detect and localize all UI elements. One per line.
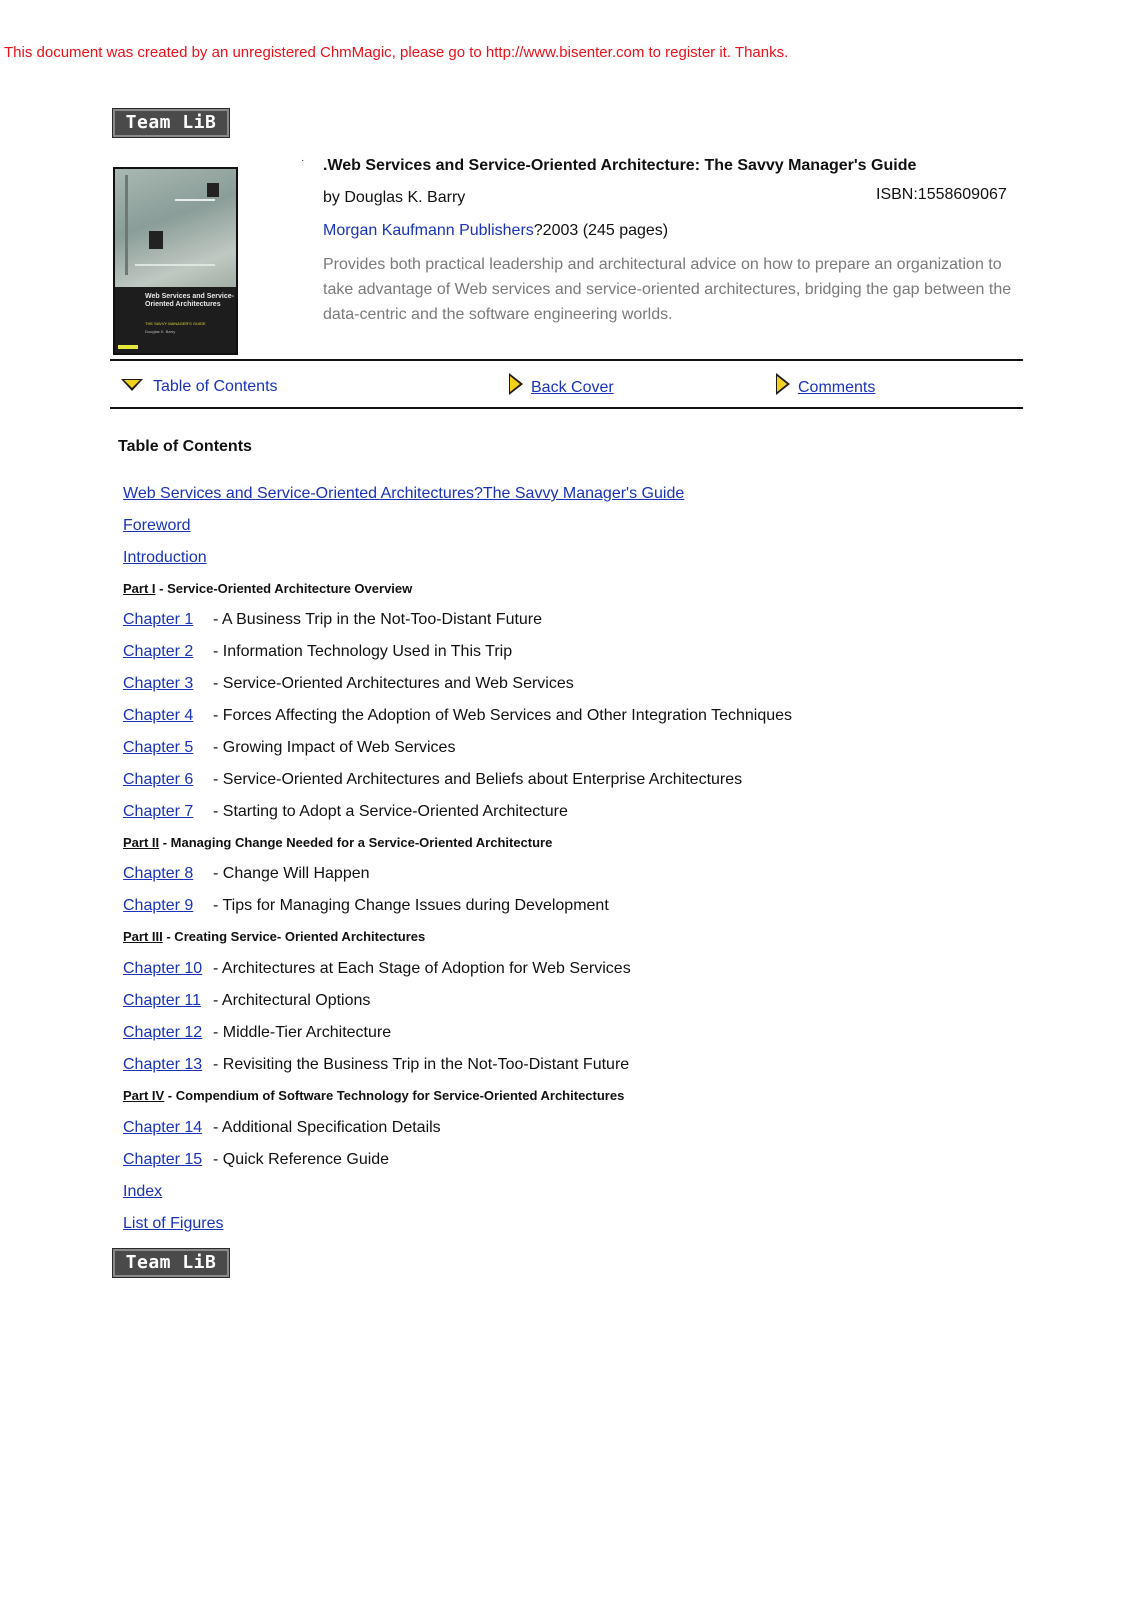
- divider-bottom: [110, 407, 1023, 409]
- nav-back-cover[interactable]: [509, 373, 614, 395]
- chapter-title: - Additional Specification Details: [213, 1119, 441, 1136]
- chapter-title: - Change Will Happen: [213, 865, 370, 882]
- chapter-title: - Tips for Managing Change Issues during Development: [213, 897, 609, 914]
- book-cover-image: [113, 167, 238, 355]
- chapter-link[interactable]: Chapter 14: [123, 1119, 203, 1136]
- comments-link[interactable]: Comments: [798, 379, 876, 396]
- nav-comments[interactable]: [776, 373, 875, 395]
- part-label[interactable]: Part I: [123, 581, 156, 596]
- chapter-title: - Architectures at Each Stage of Adoption for Web Services: [213, 960, 631, 977]
- toc-chapter-15: [123, 1151, 389, 1169]
- chapter-title: - Service-Oriented Architectures and Beliefs about Enterprise Architectures: [213, 771, 743, 788]
- chapter-title: - Growing Impact of Web Services: [213, 739, 456, 756]
- toc-chapter-10: [123, 960, 631, 978]
- toc-chapter-9: [123, 897, 609, 915]
- toc-link[interactable]: List of Figures: [123, 1215, 224, 1232]
- book-isbn: ISBN:1558609067: [876, 186, 1007, 203]
- toc-link-introduction[interactable]: [123, 549, 207, 567]
- nav-toc-label: Table of Contents: [153, 378, 278, 395]
- book-author: by Douglas K. Barry: [323, 189, 466, 206]
- toc-chapter-4: [123, 707, 792, 725]
- chapter-title: - Architectural Options: [213, 992, 371, 1009]
- chapter-link[interactable]: Chapter 1: [123, 611, 194, 628]
- part-label[interactable]: Part IV: [123, 1088, 165, 1103]
- book-description: Provides both practical leadership and architectural advice on how to prepare an organization to take advantage of Web services and service-oriented architectures, bridging the gap between the data-centric and the software engineering worlds.: [323, 256, 1012, 323]
- toc-heading: Table of Contents: [118, 438, 252, 455]
- cover-subtitle: THE SAVVY MANAGER'S GUIDE: [145, 321, 206, 326]
- watermark-text: This document was created by an unregistered ChmMagic, please go to http://www.bisenter.com to register it. Thanks.: [4, 44, 789, 61]
- nav-table-of-contents: [121, 378, 278, 396]
- part-title: - Creating Service- Oriented Architectures: [162, 929, 426, 944]
- triangle-right-icon[interactable]: [509, 373, 523, 395]
- toc-part-2: [123, 835, 552, 850]
- chapter-link[interactable]: Chapter 8: [123, 865, 194, 882]
- back-cover-link[interactable]: Back Cover: [531, 379, 614, 396]
- book-title: .Web Services and Service-Oriented Architecture: The Savvy Manager's Guide: [323, 157, 917, 174]
- toc-link-index[interactable]: [123, 1183, 162, 1201]
- chapter-link[interactable]: Chapter 2: [123, 643, 194, 660]
- chapter-title: - A Business Trip in the Not-Too-Distant Future: [213, 611, 543, 628]
- toc-chapter-5: [123, 739, 455, 757]
- toc-link-foreword[interactable]: [123, 517, 191, 535]
- chapter-title: - Service-Oriented Architectures and Web Services: [213, 675, 574, 692]
- part-title: - Compendium of Software Technology for Service-Oriented Architectures: [164, 1088, 625, 1103]
- toc-link-list-of-figures[interactable]: [123, 1215, 223, 1233]
- triangle-down-icon: [121, 379, 143, 391]
- toc-link[interactable]: Index: [123, 1183, 163, 1200]
- toc-chapter-6: [123, 771, 742, 789]
- toc-chapter-13: [123, 1056, 629, 1074]
- chapter-link[interactable]: Chapter 13: [123, 1056, 203, 1073]
- divider-top: [110, 359, 1023, 361]
- part-title: - Managing Change Needed for a Service-Oriented Architecture: [159, 835, 553, 850]
- cover-title: Web Services and Service-Oriented Architectures: [145, 293, 234, 308]
- toc-link-front-matter[interactable]: [123, 485, 684, 503]
- chapter-link[interactable]: Chapter 7: [123, 803, 194, 820]
- chapter-link[interactable]: Chapter 3: [123, 675, 194, 692]
- chapter-title: - Middle-Tier Architecture: [213, 1024, 392, 1041]
- chapter-link[interactable]: Chapter 15: [123, 1151, 203, 1168]
- publisher-line: [323, 222, 668, 240]
- team-lib-logo-top[interactable]: Team LiB: [113, 109, 229, 137]
- toc-chapter-2: [123, 643, 512, 661]
- publisher-name: Morgan Kaufmann Publishers: [323, 222, 534, 239]
- publisher-details: ?2003 (245 pages): [533, 222, 669, 239]
- toc-part-3: [123, 929, 425, 944]
- chapter-link[interactable]: Chapter 4: [123, 707, 194, 724]
- toc-chapter-11: [123, 992, 370, 1010]
- toc-link[interactable]: Web Services and Service-Oriented Architectures?The Savvy Manager's Guide: [123, 485, 685, 502]
- chapter-title: - Revisiting the Business Trip in the Not-Too-Distant Future: [213, 1056, 630, 1073]
- chapter-link[interactable]: Chapter 5: [123, 739, 194, 756]
- toc-chapter-3: [123, 675, 574, 693]
- part-title: - Service-Oriented Architecture Overview: [155, 581, 413, 596]
- toc-part-1: [123, 581, 412, 596]
- toc-chapter-12: [123, 1024, 391, 1042]
- toc-link[interactable]: Introduction: [123, 549, 207, 566]
- chapter-link[interactable]: Chapter 10: [123, 960, 203, 977]
- chapter-link[interactable]: Chapter 11: [123, 992, 201, 1009]
- chapter-link[interactable]: Chapter 12: [123, 1024, 203, 1041]
- chapter-title: - Forces Affecting the Adoption of Web Services and Other Integration Techniques: [213, 707, 793, 724]
- toc-link[interactable]: Foreword: [123, 517, 191, 534]
- part-label[interactable]: Part III: [123, 929, 163, 944]
- chapter-link[interactable]: Chapter 9: [123, 897, 194, 914]
- chapter-title: - Information Technology Used in This Trip: [213, 643, 513, 660]
- toc-part-4: [123, 1088, 624, 1103]
- toc-chapter-8: [123, 865, 370, 883]
- toc-chapter-14: [123, 1119, 441, 1137]
- chapter-title: - Quick Reference Guide: [213, 1151, 390, 1168]
- toc-chapter-1: [123, 611, 542, 629]
- team-lib-logo-bottom[interactable]: Team LiB: [113, 1249, 229, 1277]
- chapter-link[interactable]: Chapter 6: [123, 771, 194, 788]
- cover-author: Douglas K. Barry: [145, 329, 176, 334]
- toc-chapter-7: [123, 803, 568, 821]
- triangle-right-icon[interactable]: [776, 373, 790, 395]
- part-label[interactable]: Part II: [123, 835, 160, 850]
- bullet-dot: ·: [301, 155, 305, 166]
- chapter-title: - Starting to Adopt a Service-Oriented Architecture: [213, 803, 568, 820]
